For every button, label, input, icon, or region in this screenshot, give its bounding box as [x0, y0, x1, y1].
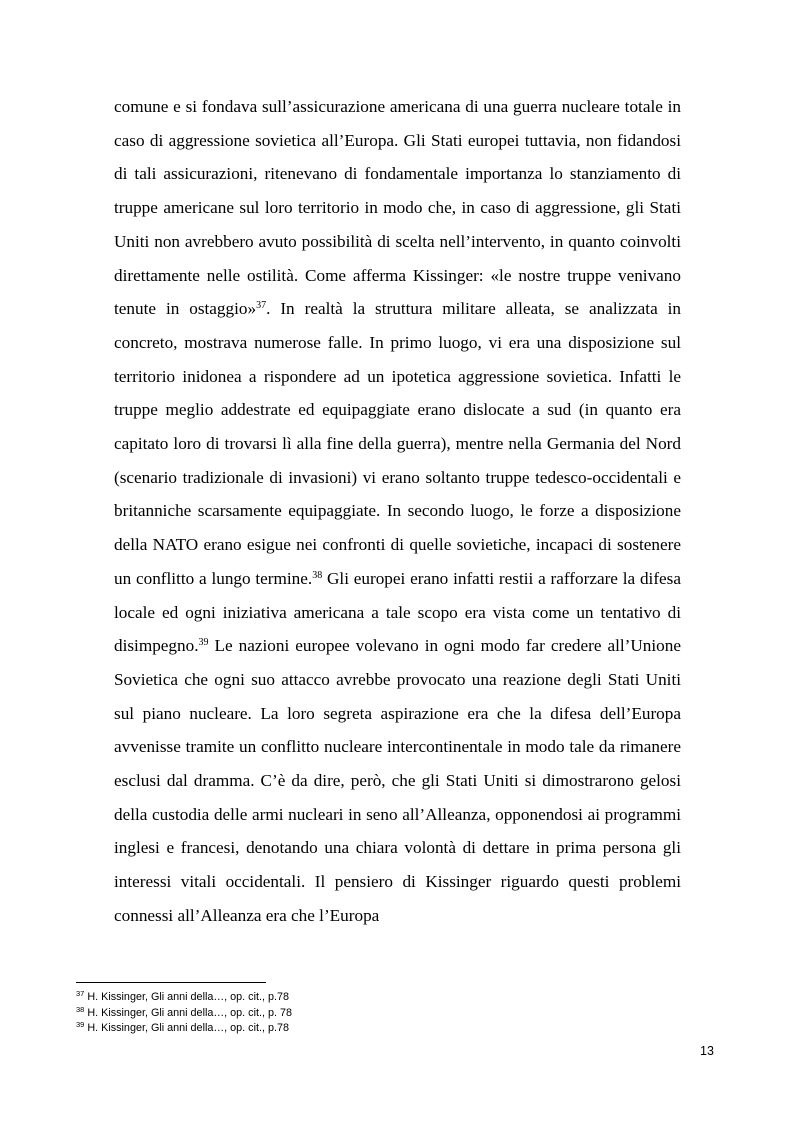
footnote	[76, 990, 676, 1006]
footnote	[76, 1006, 676, 1022]
footnote-ref-37[interactable]: 37	[256, 300, 267, 312]
footnote-ref-38[interactable]: 38	[312, 569, 323, 581]
body-text-2: . In realtà la struttura militare alleata, se analizzata in concreto, mostrava numerose falle. In primo luogo, vi era una disposizione sul territorio inidonea a rispondere ad un ipotetica aggressione sovietica. Infatti le truppe meglio addestrate ed equipaggiate erano dislocate a sud (in quanto era capitato loro di trovarsi lì alla fine della guerra), mentre nella Germania del Nord (scenario tradizionale di invasioni) vi erano soltanto truppe tedesco-occidentali e britanniche scarsamente equipaggiate. In secondo luogo, le forze a disposizione della NATO erano esigue nei confronti di quelle sovietiche, incapaci di sostenere un conflitto a lungo termine.	[114, 299, 682, 588]
footnote-number: 37	[76, 989, 85, 998]
page-number: 13	[700, 1044, 714, 1058]
body-text-3: Gli europei erano infatti restii a rafforzare la difesa locale ed ogni iniziativa americana a tale scopo era vista come un tentativo di disimpegno.	[114, 568, 681, 656]
footnote-ref-39[interactable]: 39	[198, 637, 209, 649]
body-text-1: comune e si fondava sull’assicurazione americana di una guerra nucleare totale in caso di aggressione sovietica all’Europa. Gli Stati europei tuttavia, non fidandosi di tali assicurazioni, ritenevano di fondamentale importanza lo stanziamento di truppe americane sul loro territorio in modo che, in caso di aggressione, gli Stati Uniti non avrebbero avuto possibilità di scelta nell’intervento, in quanto coinvolti direttamente nelle ostilità. Come afferma Kissinger: «le nostre truppe venivano tenute in ostaggio»	[114, 97, 681, 319]
footnote-separator	[76, 982, 266, 983]
body-text-4: Le nazioni europee volevano in ogni modo far credere all’Unione Sovietica che ogni suo attacco avrebbe provocato una reazione degli Stati Uniti sul piano nucleare. La loro segreta aspirazione era che la difesa dell’Europa avvenisse tramite un conflitto nucleare intercontinentale in modo tale da rimanere esclusi dal dramma. C’è da dire, però, che gli Stati Uniti si dimostrarono gelosi della custodia delle armi nucleari in seno all’Alleanza, opponendosi ai programmi inglesi e francesi, denotando una chiara volontà di dettare in prima persona gli interessi vitali occidentali. Il pensiero di Kissinger riguardo questi problemi connessi all’Alleanza era che l’Europa	[114, 636, 681, 925]
body-paragraph	[114, 90, 681, 933]
footnote	[76, 1021, 676, 1037]
footnotes	[76, 990, 676, 1037]
footnote-number: 39	[76, 1020, 85, 1029]
footnote-text: H. Kissinger, Gli anni della…, op. cit., p. 78	[87, 1006, 292, 1019]
footnote-text: H. Kissinger, Gli anni della…, op. cit., p.78	[87, 991, 289, 1003]
footnote-number: 38	[76, 1004, 85, 1014]
footnote-text: H. Kissinger, Gli anni della…, op. cit., p.78	[87, 1022, 289, 1034]
